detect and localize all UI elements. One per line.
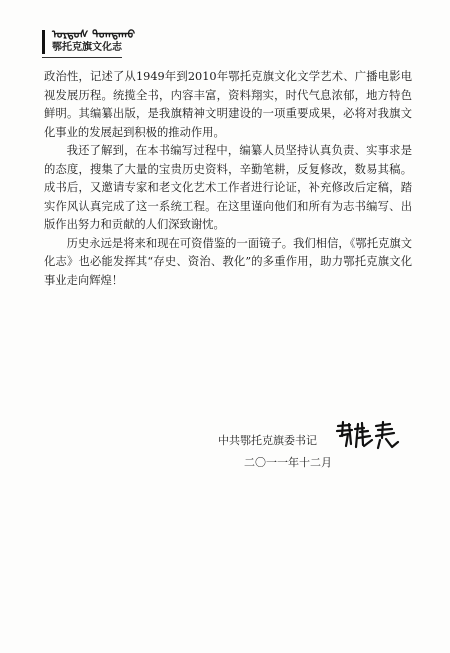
paragraph: 历史永远是将来和现在可资借鉴的一面镜子。我们相信，《鄂托克旗文化志》也必能发挥其“存史、资治、教化”的多重作用，助力鄂托克旗文化事业走向辉煌！: [44, 236, 412, 287]
header-mongolian-title: ᠣᠷᠳᠣᠰ ᠲᠣᠭᠲᠠᠬᠤ: [52, 28, 136, 41]
body-text: [44, 68, 412, 290]
running-header: [42, 28, 136, 58]
handwritten-signature: [334, 420, 402, 450]
signature-block: [218, 426, 418, 469]
header-bar: [42, 30, 45, 54]
signature-date: 二〇一一年十二月: [244, 456, 332, 469]
header-title: 鄂托克旗文化志: [52, 42, 122, 53]
header-divider: [42, 57, 122, 58]
paragraph: 政治性，记述了从1949年到2010年鄂托克旗文化文学艺术、广播电影电视发展历程。统揽全书，内容丰富，资料翔实，时代气息浓郁，地方特色鲜明。其编纂出版，是我旗精神文明建设的一项重要成果，必将对我旗文化事业的发展起到积极的推动作用。: [44, 70, 412, 139]
signatory-title: 中共鄂托克旗委书记: [218, 434, 317, 447]
paragraph: 我还了解到，在本书编写过程中，编纂人员坚持认真负责、实事求是的态度，搜集了大量的宝贵历史资料，辛勤笔耕，反复修改，数易其稿。成书后，又邀请专家和老文化艺术工作者进行论证，补充修改后定稿，踏实作风认真完成了这一系统工程。在这里谨向他们和所有为志书编写、出版作出努力和贡献的人们深致谢忱。: [44, 144, 412, 231]
